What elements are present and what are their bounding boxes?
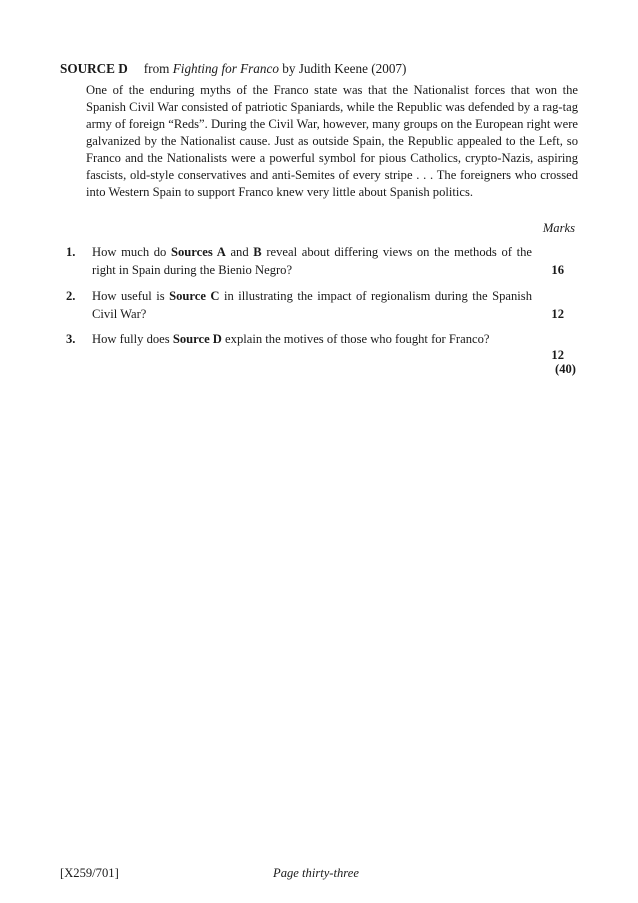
question-marks: 12 [551,348,564,362]
question-number: 1. [66,245,76,259]
question-text: How useful is Source C in illustrating the impact of regionalism during the Spanish Civil War? [92,289,532,321]
question-text: How much do Sources A and B reveal about differing views on the methods of the right in Spain during the Bienio Negro? [92,245,532,277]
question-marks: 12 [551,307,564,321]
page-number: Page thirty-three [273,866,359,880]
source-heading [60,60,580,78]
source-title: Fighting for Franco [172,61,279,76]
question-number: 3. [66,332,76,346]
total-marks: (40) [555,362,576,376]
question-number: 2. [66,289,76,303]
source-author: by Judith Keene (2007) [278,61,407,76]
question-text: How fully does Source D explain the motives of those who fought for Franco? [92,332,490,346]
source-extract: One of the enduring myths of the Franco state was that the Nationalist forces that won the Spanish Civil War consisted of patriotic Spaniards, while the Republic was defended by a rag-tag army of foreign “Reds”. During the Civil War, however, many groups on the European right were galvanized by the Nationalist cause. Just as outside Spain, the Republic appealed to the Left, so Franco and the Nationalists were a powerful symbol for pious Catholics, crypto-Nazis, aspiring fascists, old-style conservatives and anti-Semites of every stripe . . . The foreigners who crossed into Western Spain to support Franco knew very little about Spanish politics. [86,83,578,199]
paper-code: [X259/701] [60,866,119,880]
marks-heading: Marks [542,221,575,235]
source-from: from [143,61,173,76]
source-label: SOURCE D [60,61,128,76]
question-marks: 16 [551,263,564,277]
